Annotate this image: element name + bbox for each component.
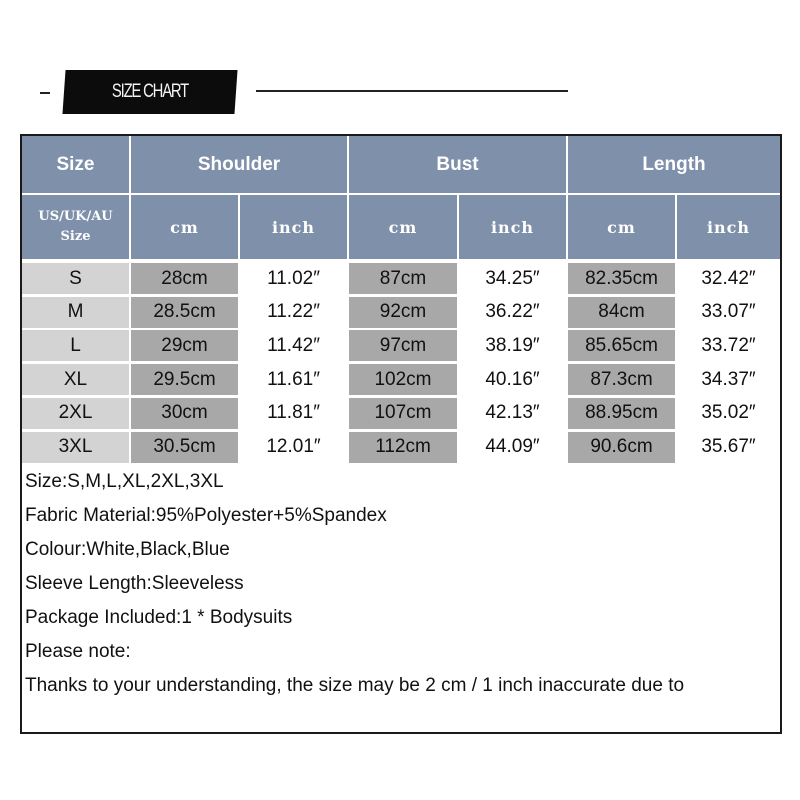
- cell-shoulder-cm: 30cm: [131, 398, 238, 429]
- cell-shoulder-inch: 12.01″: [266, 436, 321, 457]
- cell-bust-inch: 38.19″: [485, 334, 540, 356]
- info-package: Package Included:1 * Bodysuits: [25, 607, 293, 628]
- cell-size: L: [22, 330, 129, 361]
- info-size: Size:S,M,L,XL,2XL,3XL: [25, 471, 224, 492]
- cell-shoulder-inch: 11.81″: [267, 402, 320, 424]
- subheader-bust-cm: cm: [349, 195, 457, 259]
- subheader-size-line2: Size: [60, 229, 91, 244]
- info-sleeve: Sleeve Length:Sleeveless: [25, 573, 244, 594]
- cell-length-cm: 85.65cm: [568, 330, 675, 361]
- cell-size: M: [22, 297, 129, 328]
- cell-shoulder-cm: 28.5cm: [131, 297, 238, 328]
- subheader-length-cm: cm: [568, 195, 675, 259]
- subheader-size-line1: US/UK/AU: [38, 209, 113, 224]
- cell-length-cm: 88.95cm: [568, 398, 675, 429]
- cell-length-cm: 82.35cm: [568, 263, 675, 294]
- cell-shoulder-cm: 29.5cm: [131, 364, 238, 395]
- cell-shoulder-cm: 29cm: [131, 330, 238, 361]
- cell-size: S: [22, 263, 129, 294]
- cell-bust-cm: 102cm: [349, 364, 457, 395]
- cell-bust-inch: 36.22″: [485, 301, 540, 323]
- cell-length-inch: 33.07″: [701, 301, 756, 323]
- header-dash: [40, 92, 50, 94]
- cell-length-inch: 34.37″: [701, 368, 756, 390]
- header-size: Size: [22, 136, 129, 193]
- subheader-shoulder-inch: inch: [240, 195, 347, 259]
- cell-shoulder-inch: 11.42″: [267, 334, 320, 356]
- cell-length-cm: 90.6cm: [568, 432, 675, 463]
- cell-shoulder-inch: 11.02″: [267, 267, 320, 289]
- subheader-length-inch: inch: [677, 195, 780, 259]
- cell-bust-cm: 92cm: [349, 297, 457, 328]
- cell-shoulder-cm: 30.5cm: [131, 432, 238, 463]
- info-colour: Colour:White,Black,Blue: [25, 539, 230, 560]
- cell-length-inch: 33.72″: [701, 334, 756, 356]
- subheader-shoulder-cm: cm: [131, 195, 238, 259]
- cell-bust-cm: 112cm: [349, 432, 457, 463]
- cell-bust-inch: 34.25″: [485, 267, 540, 289]
- cell-bust-cm: 107cm: [349, 398, 457, 429]
- cell-bust-inch: 42.13″: [485, 402, 540, 424]
- info-disclaimer: Thanks to your understanding, the size may be 2 cm / 1 inch inaccurate due to: [25, 675, 685, 696]
- cell-size: 2XL: [22, 398, 129, 429]
- cell-bust-cm: 87cm: [349, 263, 457, 294]
- info-fabric: Fabric Material:95%Polyester+5%Spandex: [25, 505, 387, 526]
- cell-bust-inch: 44.09″: [485, 436, 540, 457]
- subheader-size: [22, 195, 129, 259]
- cell-bust-inch: 40.16″: [485, 368, 540, 390]
- cell-shoulder-inch: 11.22″: [267, 301, 320, 323]
- cell-length-inch: 35.67″: [701, 436, 756, 457]
- header-length: Length: [568, 136, 780, 193]
- header-shoulder: Shoulder: [131, 136, 347, 193]
- info-note: Please note:: [25, 641, 131, 662]
- size-chart-header: [0, 60, 800, 120]
- header-rule: [256, 90, 568, 92]
- cell-bust-cm: 97cm: [349, 330, 457, 361]
- header-bust: Bust: [349, 136, 566, 193]
- cell-length-inch: 35.02″: [701, 402, 756, 424]
- cell-size: 3XL: [22, 432, 129, 463]
- cell-length-cm: 84cm: [568, 297, 675, 328]
- cell-length-inch: 32.42″: [701, 267, 756, 289]
- title-banner-text: SIZE CHART: [111, 81, 189, 102]
- cell-length-cm: 87.3cm: [568, 364, 675, 395]
- subheader-bust-inch: inch: [459, 195, 566, 259]
- cell-shoulder-cm: 28cm: [131, 263, 238, 294]
- cell-shoulder-inch: 11.61″: [267, 368, 320, 390]
- cell-size: XL: [22, 364, 129, 395]
